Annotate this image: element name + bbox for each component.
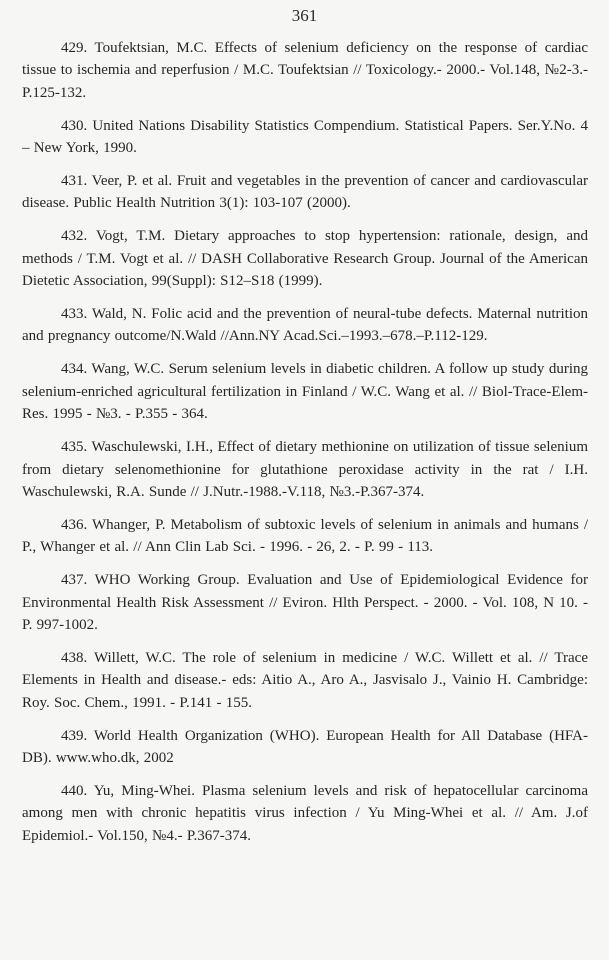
reference-435: 435. Waschulewski, I.H., Effect of dietary methionine on utilization of tissue selenium from dietary selenomethionine for glutathione peroxidase activity in the rat / I.H. Waschulewski, R.A. Sunde // J.Nutr.-1988.-V.118, №3.-P.367-374.	[22, 439, 588, 500]
reference-436: 436. Whanger, P. Metabolism of subtoxic levels of selenium in animals and humans / P., Whanger et al. // Ann Clin Lab Sci. - 1996. - 26, 2. - P. 99 - 113.	[22, 516, 588, 556]
reference-440: 440. Yu, Ming-Whei. Plasma selenium levels and risk of hepatocellular carcinoma among men with chronic hepatitis virus infection / Yu Ming-Whei et al. // Am. J.of Epidemiol.- Vol.150, №4.- P.367-374.	[22, 782, 588, 844]
reference-434: 434. Wang, W.C. Serum selenium levels in diabetic children. A follow up study during selenium-enriched agricultural fertilization in Finland / W.C. Wang et al. // Biol-Trace-Elem-Res. 1995 - №3. - P.355 - 364.	[22, 361, 588, 423]
reference-433: 433. Wald, N. Folic acid and the prevention of neural-tube defects. Maternal nutrition and pregnancy outcome/N.Wald //Ann.NY Acad.Sci.–1993.–678.–P.112-129.	[22, 306, 588, 345]
reference-430: 430. United Nations Disability Statistics Compendium. Statistical Papers. Ser.Y.No. 4 – New York, 1990.	[22, 117, 588, 157]
reference-429: 429. Toufektsian, M.C. Effects of selenium deficiency on the response of cardiac tissue to ischemia and reperfusion / M.C. Toufektsian // Toxicology.- 2000.- Vol.148, №2-3.- P.125-132.	[22, 40, 588, 101]
reference-438: 438. Willett, W.C. The role of selenium in medicine / W.C. Willett et al. // Trace Elements in Health and disease.- eds: Aitio A., Aro A., Jasvisalo J., Vainio H. Cambridge: Roy. Soc. Chem., 1991. - P.141 - 155.	[22, 649, 588, 711]
reference-432: 432. Vogt, T.M. Dietary approaches to stop hypertension: rationale, design, and methods / T.M. Vogt et al. // DASH Collaborative Research Group. Journal of the American Dietetic Association, 99(Suppl): S12–S18 (1999).	[22, 228, 588, 290]
page-number: 361	[291, 6, 318, 25]
reference-439: 439. World Health Organization (WHO). European Health for All Database (HFA-DB). www.who.dk, 2002	[22, 727, 588, 766]
reference-list	[22, 37, 588, 858]
reference-431: 431. Veer, P. et al. Fruit and vegetables in the prevention of cancer and cardiovascular disease. Public Health Nutrition 3(1): 103-107 (2000).	[22, 173, 588, 212]
reference-437: 437. WHO Working Group. Evaluation and Use of Epidemiological Evidence for Environmental Health Risk Assessment // Eviron. Hlth Perspect. - 2000. - Vol. 108, N 10. - P. 997-1002.	[22, 572, 588, 633]
